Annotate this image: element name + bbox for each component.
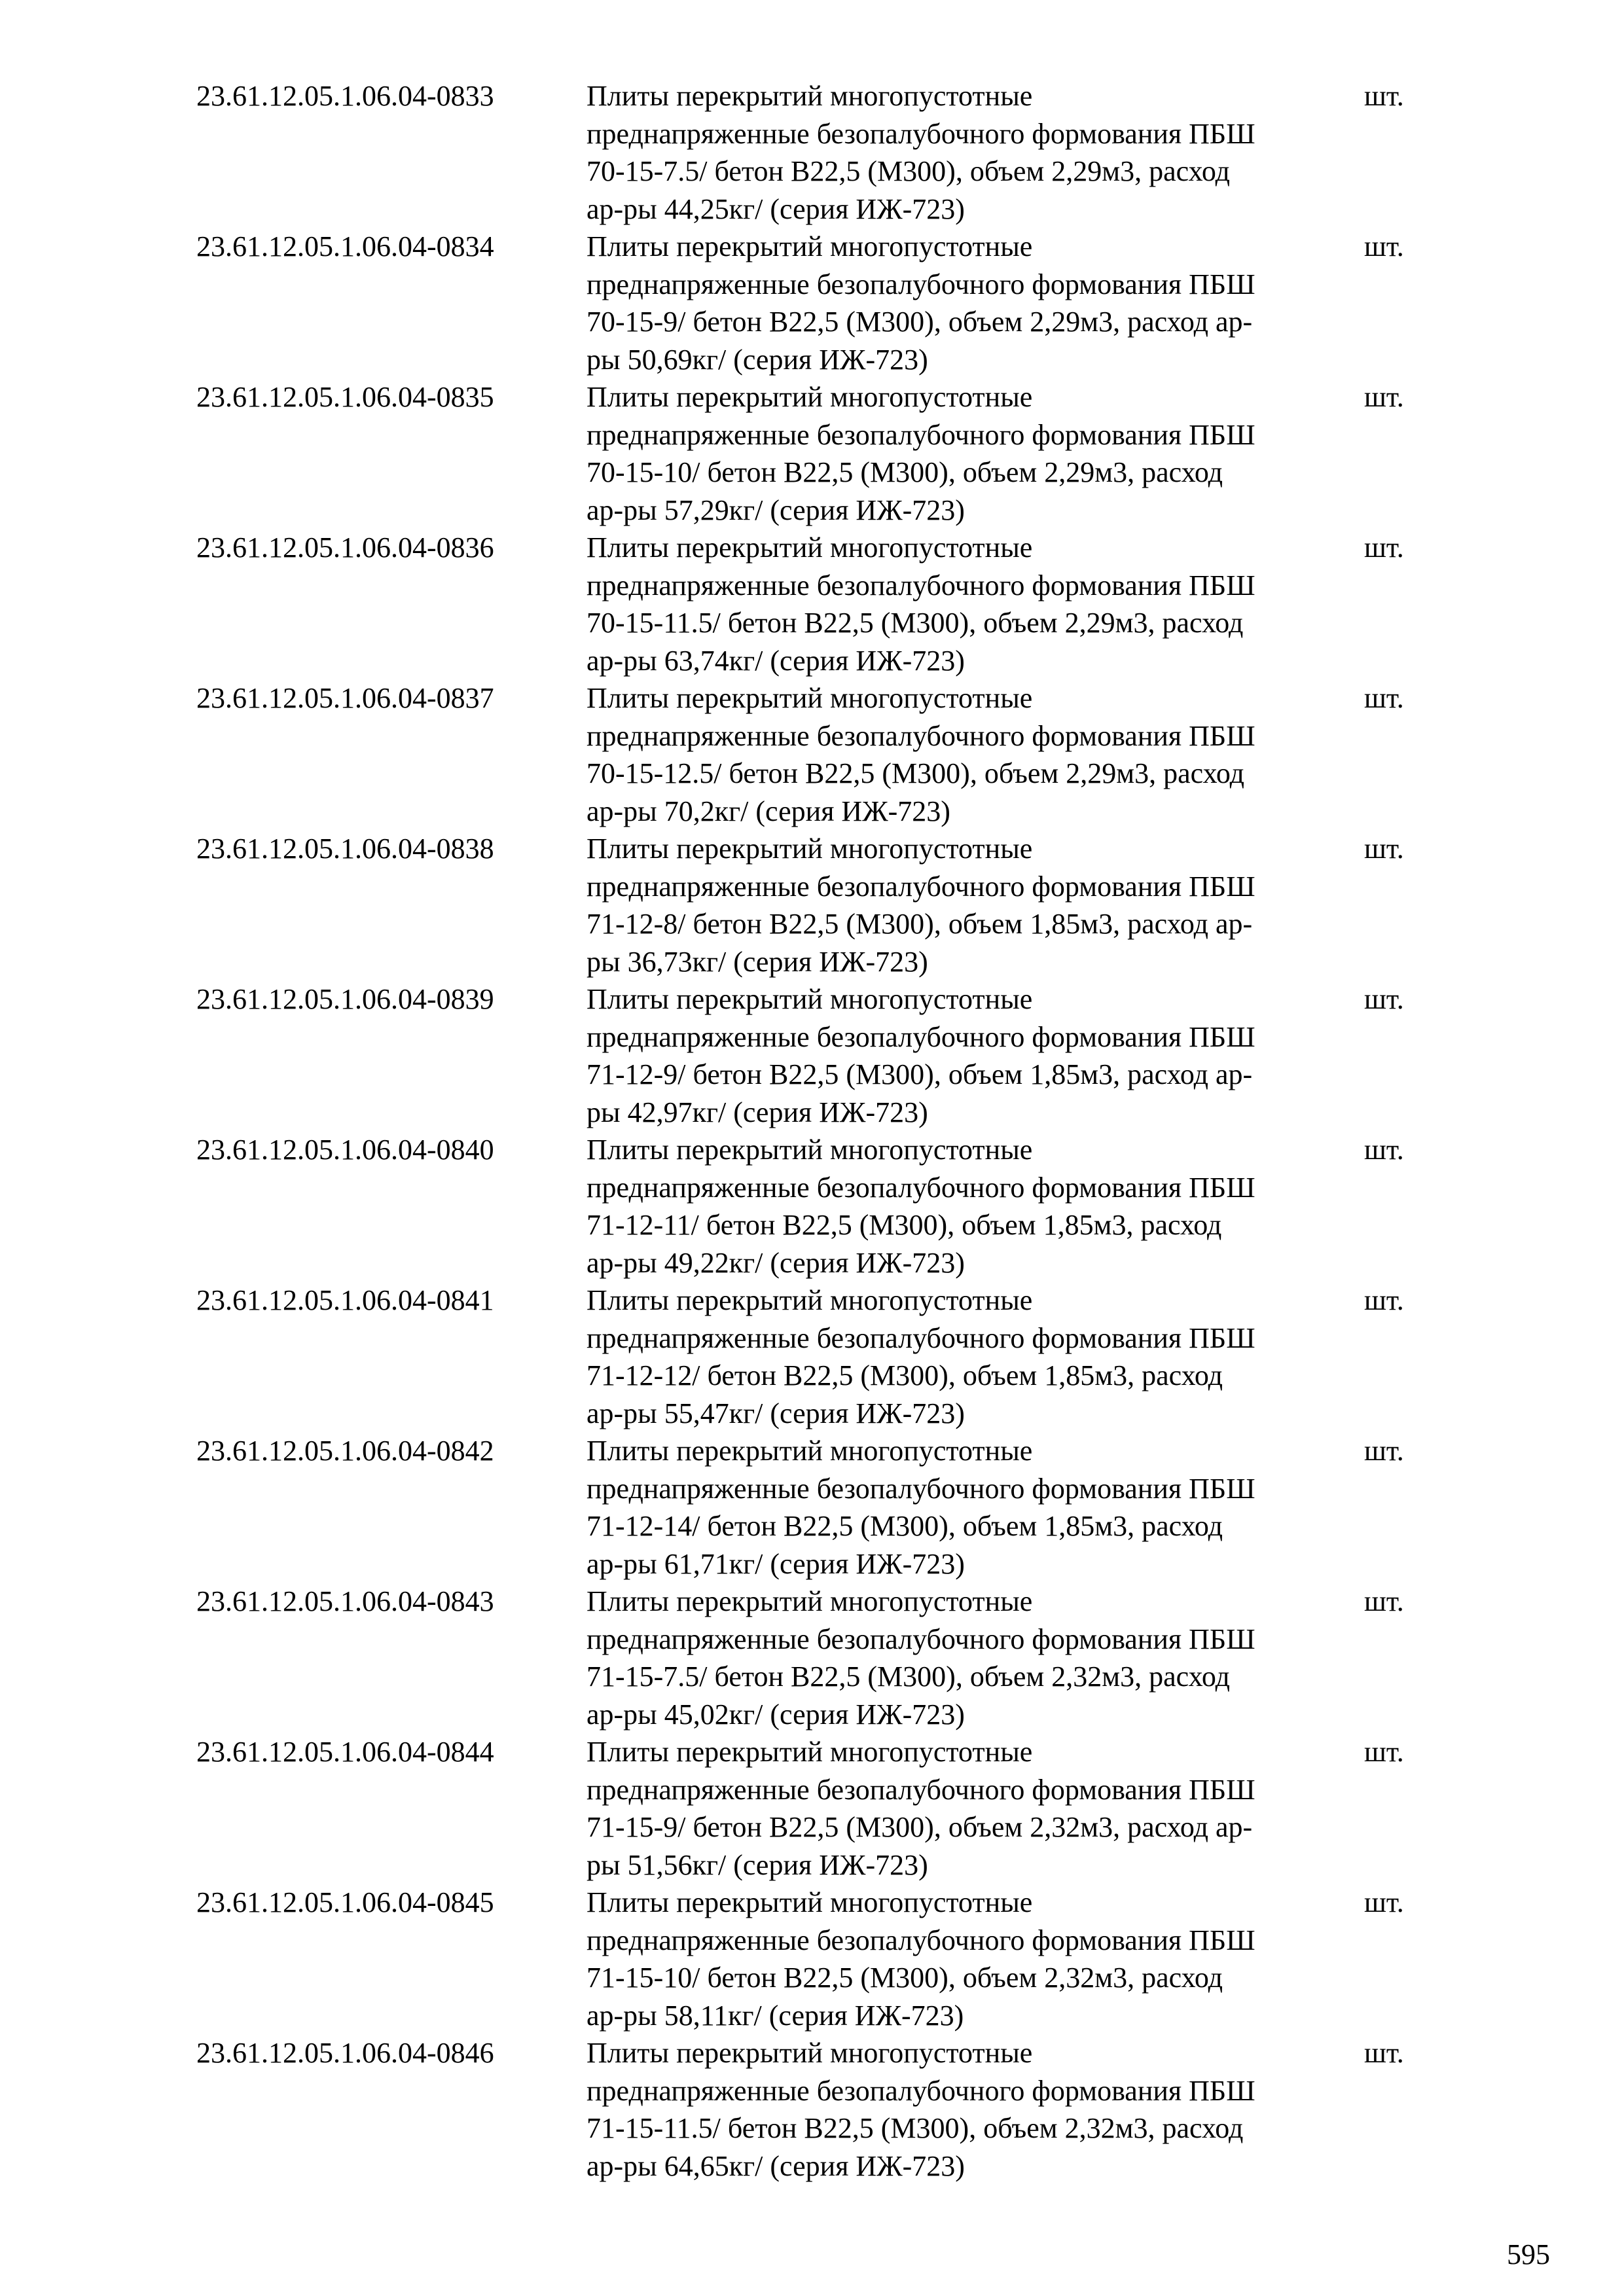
list-item (196, 1884, 1427, 2034)
list-item (196, 1131, 1427, 1282)
item-code: 23.61.12.05.1.06.04-0845 (196, 1886, 494, 1918)
item-code: 23.61.12.05.1.06.04-0837 (196, 682, 494, 714)
item-description: Плиты перекрытий многопустотные преднапряженные безопалубочного формования ПБШ 71-15-9/ бетон В22,5 (М300), объем 2,32м3, расход ар- ры 51,56кг/ (серия ИЖ-723) (586, 1736, 1255, 1881)
item-code: 23.61.12.05.1.06.04-0838 (196, 833, 494, 865)
list-item (196, 1282, 1427, 1432)
item-description: Плиты перекрытий многопустотные преднапряженные безопалубочного формования ПБШ 71-12-11/ бетон В22,5 (М300), объем 1,85м3, расход ар-ры 49,22кг/ (серия ИЖ-723) (586, 1134, 1255, 1279)
item-description: Плиты перекрытий многопустотные преднапряженные безопалубочного формования ПБШ 71-12-8/ бетон В22,5 (М300), объем 1,85м3, расход ар- ры 36,73кг/ (серия ИЖ-723) (586, 833, 1255, 978)
list-item (196, 679, 1427, 830)
item-unit: шт. (1364, 531, 1404, 564)
item-code: 23.61.12.05.1.06.04-0844 (196, 1736, 494, 1768)
list-item (196, 1432, 1427, 1583)
item-code: 23.61.12.05.1.06.04-0841 (196, 1284, 494, 1316)
item-description: Плиты перекрытий многопустотные преднапряженные безопалубочного формования ПБШ 70-15-10/ бетон В22,5 (М300), объем 2,29м3, расход ар-ры 57,29кг/ (серия ИЖ-723) (586, 381, 1255, 526)
item-unit: шт. (1364, 983, 1404, 1015)
list-item (196, 228, 1427, 378)
item-unit: шт. (1364, 833, 1404, 865)
item-code: 23.61.12.05.1.06.04-0834 (196, 230, 494, 262)
item-description: Плиты перекрытий многопустотные преднапряженные безопалубочного формования ПБШ 70-15-7.5/ бетон В22,5 (М300), объем 2,29м3, расход ар-ры 44,25кг/ (серия ИЖ-723) (586, 80, 1255, 225)
item-unit: шт. (1364, 1886, 1404, 1918)
item-unit: шт. (1364, 1134, 1404, 1166)
list-item (196, 980, 1427, 1131)
item-description: Плиты перекрытий многопустотные преднапряженные безопалубочного формования ПБШ 71-12-9/ бетон В22,5 (М300), объем 1,85м3, расход ар- ры 42,97кг/ (серия ИЖ-723) (586, 983, 1255, 1128)
item-description: Плиты перекрытий многопустотные преднапряженные безопалубочного формования ПБШ 70-15-11.5/ бетон В22,5 (М300), объем 2,29м3, расход ар-ры 63,74кг/ (серия ИЖ-723) (586, 531, 1255, 677)
item-unit: шт. (1364, 682, 1404, 714)
item-code: 23.61.12.05.1.06.04-0839 (196, 983, 494, 1015)
item-code: 23.61.12.05.1.06.04-0833 (196, 80, 494, 112)
item-unit: шт. (1364, 1736, 1404, 1768)
item-unit: шт. (1364, 80, 1404, 112)
item-code: 23.61.12.05.1.06.04-0840 (196, 1134, 494, 1166)
item-unit: шт. (1364, 2037, 1404, 2069)
item-code: 23.61.12.05.1.06.04-0843 (196, 1585, 494, 1617)
item-unit: шт. (1364, 1284, 1404, 1316)
list-item (196, 2034, 1427, 2185)
list-item (196, 1583, 1427, 1733)
price-list-entries (196, 77, 1427, 2185)
item-code: 23.61.12.05.1.06.04-0835 (196, 381, 494, 413)
page-number: 595 (1507, 2238, 1550, 2270)
item-unit: шт. (1364, 1435, 1404, 1467)
item-code: 23.61.12.05.1.06.04-0836 (196, 531, 494, 564)
item-description: Плиты перекрытий многопустотные преднапряженные безопалубочного формования ПБШ 71-12-12/ бетон В22,5 (М300), объем 1,85м3, расход ар-ры 55,47кг/ (серия ИЖ-723) (586, 1284, 1255, 1429)
item-unit: шт. (1364, 1585, 1404, 1617)
item-description: Плиты перекрытий многопустотные преднапряженные безопалубочного формования ПБШ 71-15-10/ бетон В22,5 (М300), объем 2,32м3, расход ар-ры 58,11кг/ (серия ИЖ-723) (586, 1886, 1255, 2032)
list-item (196, 529, 1427, 679)
list-item (196, 1733, 1427, 1884)
item-description: Плиты перекрытий многопустотные преднапряженные безопалубочного формования ПБШ 71-12-14/ бетон В22,5 (М300), объем 1,85м3, расход ар-ры 61,71кг/ (серия ИЖ-723) (586, 1435, 1255, 1580)
item-unit: шт. (1364, 230, 1404, 262)
item-description: Плиты перекрытий многопустотные преднапряженные безопалубочного формования ПБШ 71-15-7.5/ бетон В22,5 (М300), объем 2,32м3, расход ар-ры 45,02кг/ (серия ИЖ-723) (586, 1585, 1255, 1731)
list-item (196, 378, 1427, 529)
item-code: 23.61.12.05.1.06.04-0846 (196, 2037, 494, 2069)
item-unit: шт. (1364, 381, 1404, 413)
list-item (196, 830, 1427, 980)
item-description: Плиты перекрытий многопустотные преднапряженные безопалубочного формования ПБШ 70-15-12.5/ бетон В22,5 (М300), объем 2,29м3, расход ар-ры 70,2кг/ (серия ИЖ-723) (586, 682, 1255, 827)
item-code: 23.61.12.05.1.06.04-0842 (196, 1435, 494, 1467)
item-description: Плиты перекрытий многопустотные преднапряженные безопалубочного формования ПБШ 70-15-9/ бетон В22,5 (М300), объем 2,29м3, расход ар- ры 50,69кг/ (серия ИЖ-723) (586, 230, 1255, 376)
list-item (196, 77, 1427, 228)
item-description: Плиты перекрытий многопустотные преднапряженные безопалубочного формования ПБШ 71-15-11.5/ бетон В22,5 (М300), объем 2,32м3, расход ар-ры 64,65кг/ (серия ИЖ-723) (586, 2037, 1255, 2182)
